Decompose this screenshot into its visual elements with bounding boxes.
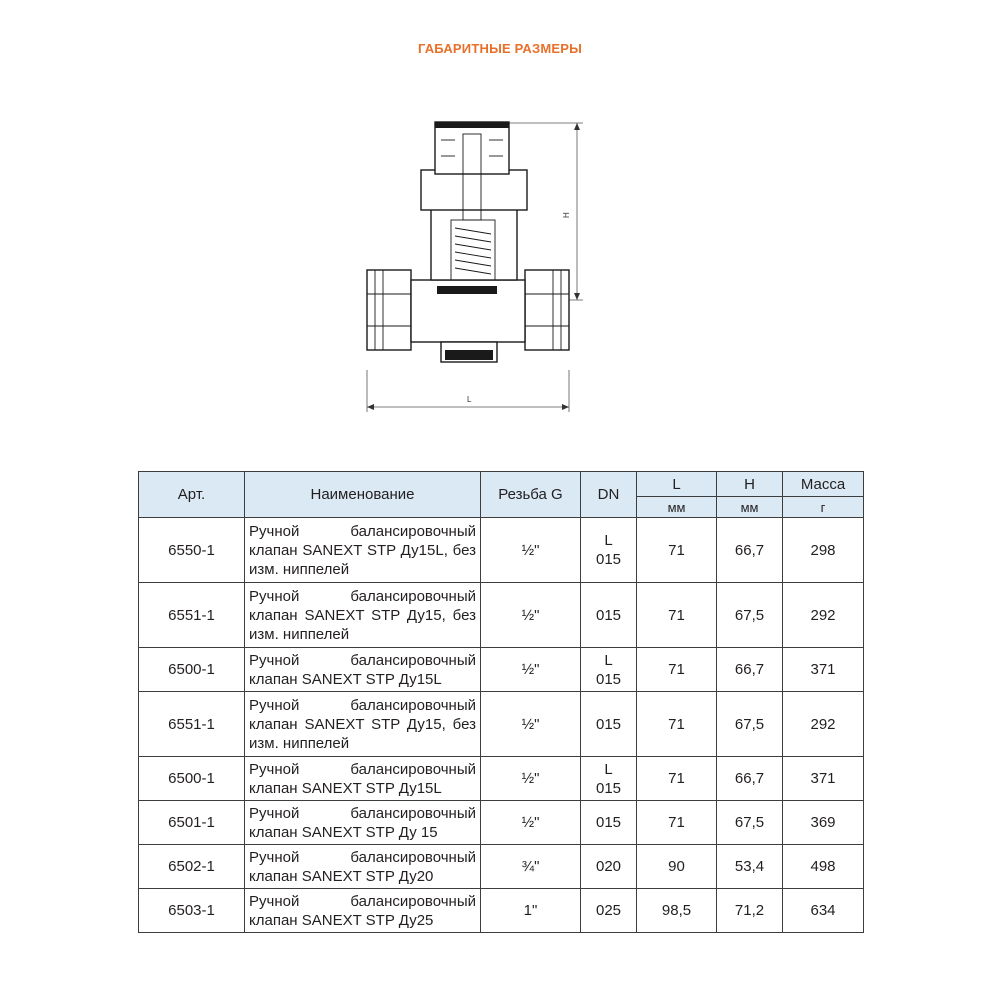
cell-name: Ручной балансировочный клапан SANEXT STP Ду15, без изм. ниппелей: [245, 692, 481, 757]
header-thread: Резьба G: [481, 472, 581, 518]
cell-dn: L 015: [581, 648, 637, 692]
cell-h: 71,2: [717, 889, 783, 933]
cell-art: 6551-1: [139, 583, 245, 648]
cell-h: 67,5: [717, 692, 783, 757]
cell-l: 71: [637, 801, 717, 845]
cell-thread: ¾": [481, 845, 581, 889]
table-row: [139, 889, 864, 933]
cell-l: 90: [637, 845, 717, 889]
unit-mass: г: [783, 497, 864, 518]
header-mass: Масса: [783, 472, 864, 497]
cell-name: Ручной балансировочный клапан SANEXT STP Ду15L: [245, 648, 481, 692]
cell-l: 98,5: [637, 889, 717, 933]
table-row: [139, 648, 864, 692]
cell-mass: 371: [783, 757, 864, 801]
cell-thread: ½": [481, 518, 581, 583]
cell-l: 71: [637, 648, 717, 692]
cell-dn: 015: [581, 801, 637, 845]
cell-name: Ручной балансировочный клапан SANEXT STP Ду15L, без изм. ниппелей: [245, 518, 481, 583]
header-dn: DN: [581, 472, 637, 518]
cell-art: 6500-1: [139, 648, 245, 692]
cell-l: 71: [637, 692, 717, 757]
cell-h: 67,5: [717, 801, 783, 845]
cell-art: 6503-1: [139, 889, 245, 933]
cell-mass: 292: [783, 692, 864, 757]
table-row: [139, 757, 864, 801]
table-row: [139, 692, 864, 757]
cell-art: 6502-1: [139, 845, 245, 889]
cell-mass: 498: [783, 845, 864, 889]
cell-dn: 015: [581, 692, 637, 757]
header-h: H: [717, 472, 783, 497]
cell-dn: L 015: [581, 757, 637, 801]
cell-art: 6550-1: [139, 518, 245, 583]
header-l: L: [637, 472, 717, 497]
cell-l: 71: [637, 757, 717, 801]
table-row: [139, 518, 864, 583]
page-title: ГАБАРИТНЫЕ РАЗМЕРЫ: [417, 41, 583, 56]
cell-h: 66,7: [717, 518, 783, 583]
cell-name: Ручной балансировочный клапан SANEXT STP Ду15, без изм. ниппелей: [245, 583, 481, 648]
cell-mass: 369: [783, 801, 864, 845]
dimension-l-label: L: [467, 395, 472, 404]
cell-mass: 292: [783, 583, 864, 648]
cell-name: Ручной балансировочный клапан SANEXT STP Ду15L: [245, 757, 481, 801]
spec-table: [138, 471, 864, 933]
cell-h: 66,7: [717, 648, 783, 692]
cell-dn: L 015: [581, 518, 637, 583]
cell-name: Ручной балансировочный клапан SANEXT STP Ду 15: [245, 801, 481, 845]
cell-art: 6551-1: [139, 692, 245, 757]
cell-thread: ½": [481, 801, 581, 845]
valve-drawing: [355, 110, 595, 420]
table-body: [139, 518, 864, 933]
cell-l: 71: [637, 583, 717, 648]
cell-name: Ручной балансировочный клапан SANEXT STP Ду25: [245, 889, 481, 933]
cell-art: 6501-1: [139, 801, 245, 845]
cell-dn: 025: [581, 889, 637, 933]
cell-thread: ½": [481, 583, 581, 648]
table-row: [139, 845, 864, 889]
cell-h: 66,7: [717, 757, 783, 801]
cell-dn: 015: [581, 583, 637, 648]
cell-mass: 634: [783, 889, 864, 933]
cell-l: 71: [637, 518, 717, 583]
table-row: [139, 801, 864, 845]
cell-h: 67,5: [717, 583, 783, 648]
cell-mass: 298: [783, 518, 864, 583]
header-art: Арт.: [139, 472, 245, 518]
cell-thread: ½": [481, 692, 581, 757]
unit-h: мм: [717, 497, 783, 518]
cell-thread: ½": [481, 757, 581, 801]
cell-thread: ½": [481, 648, 581, 692]
unit-l: мм: [637, 497, 717, 518]
cell-mass: 371: [783, 648, 864, 692]
dimension-h-label: H: [562, 212, 571, 218]
cell-name: Ручной балансировочный клапан SANEXT STP Ду20: [245, 845, 481, 889]
cell-thread: 1": [481, 889, 581, 933]
table-row: [139, 583, 864, 648]
header-name: Наименование: [245, 472, 481, 518]
cell-h: 53,4: [717, 845, 783, 889]
cell-art: 6500-1: [139, 757, 245, 801]
cell-dn: 020: [581, 845, 637, 889]
